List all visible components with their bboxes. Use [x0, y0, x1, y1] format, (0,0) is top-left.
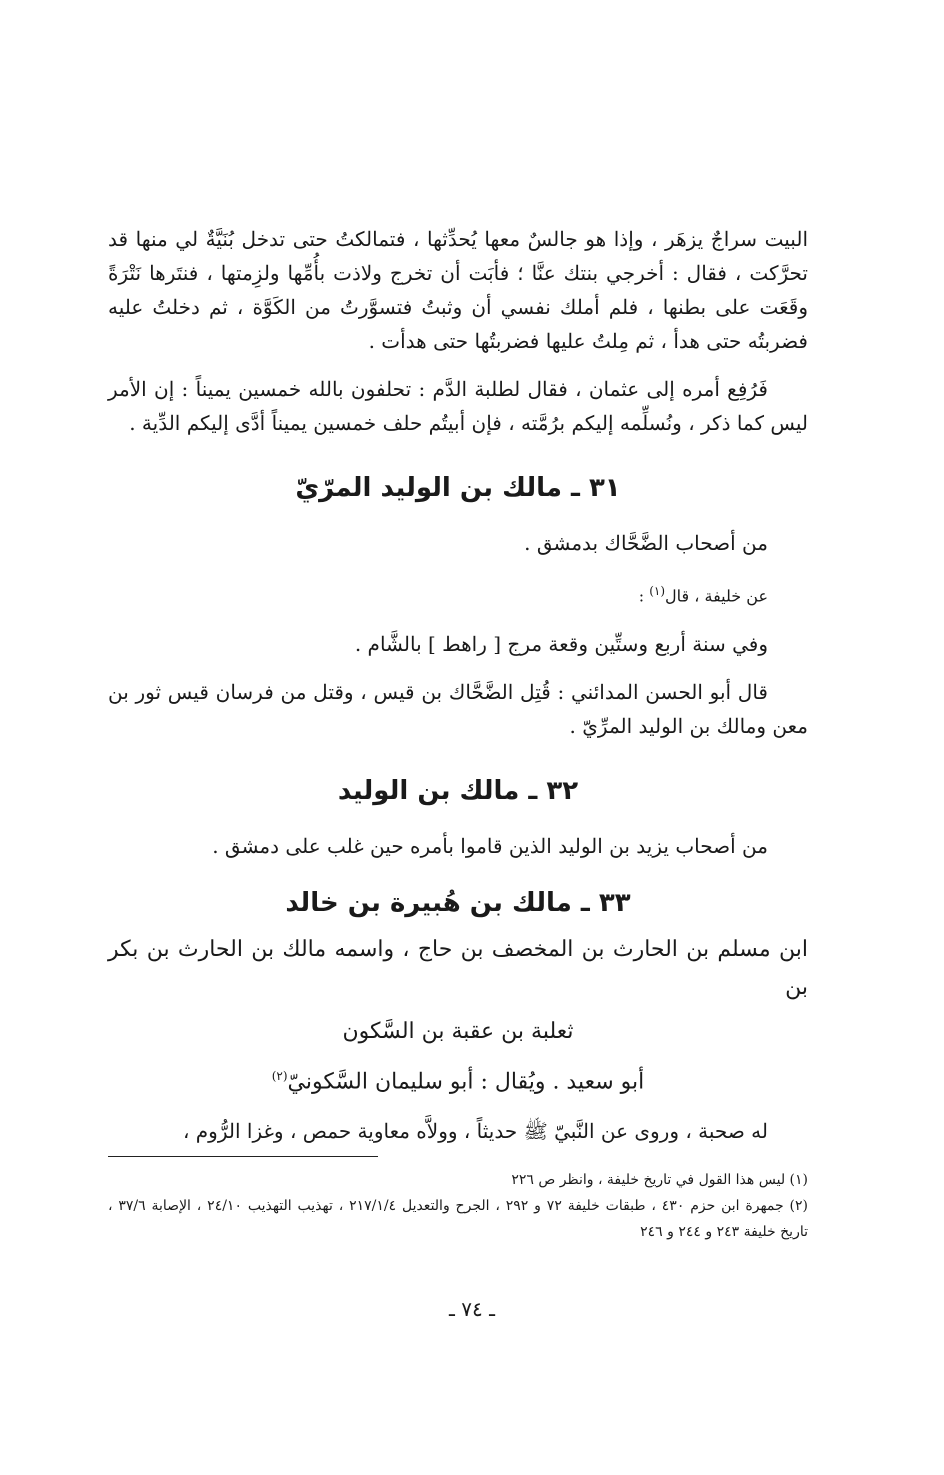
section-32-paragraph-1: من أصحاب يزيد بن الوليد الذين قاموا بأمره حين غلب على دمشق . — [212, 834, 768, 859]
section-33-kunya-text: أبو سعيد . ويُقال : أبو سليمان السَّكونيّ — [287, 1069, 645, 1095]
section-31-paragraph-1: من أصحاب الضَّحَّاك بدمشق . — [524, 531, 768, 555]
section-32-heading: ٣٢ ـ مالك بن الوليد — [337, 776, 579, 807]
footnote-divider — [108, 1156, 378, 1157]
footnote-ref-1: (١) — [649, 584, 666, 598]
section-31-p2-tail: : — [638, 586, 650, 606]
section-33-kunya — [108, 1057, 808, 1101]
page-content — [108, 222, 808, 1245]
section-31-p2-text: عن خليفة ، قال — [665, 586, 768, 606]
section-31-paragraph-3: وفي سنة أربع وستِّين وقعة مرج [ راهط ] بالشَّام . — [354, 632, 768, 657]
footnote-2: (٢) جمهرة ابن حزم ٤٣٠ ، طبقات خليفة ٧٢ و ٢٩٢ ، الجرح والتعديل ٢١٧/١/٤ ، تهذيب التهذيب ٢٤/١٠ ، الإصابة ٣٧/٦ ، تاريخ خليفة ٢٤٣ و ٢٤٤ و ٢٤٦ — [108, 1197, 808, 1240]
section-31-paragraph-2 — [108, 574, 808, 613]
section-33-lineage-1: ابن مسلم بن الحارث بن المخصف بن حاج ، واسمه مالك بن الحارث بن بكر بن — [108, 937, 808, 1001]
page-number: ـ ٧٤ ـ — [449, 1297, 495, 1321]
body-paragraph-2: فَرُفِع أمره إلى عثمان ، فقال لطلبة الدَّم : تحلفون بالله خمسين يميناً : إن الأمر ليس كما ذكر ، ونُسلِّمه إليكم برُمَّته ، فإن أبيتُم حلف خمسين يميناً أدَّى إليكم الدِّية . — [108, 377, 808, 435]
body-paragraph-1: البيت سراجٌ يزهَر ، وإذا هو جالسٌ معها يُحدِّثها ، فتمالكتُ حتى تدخل بُنَيَّةٌ لي منها قد تحرَّكت ، فقال : أخرجي بنتك عنَّا ؛ فأبَت أن تخرج ولاذت بأُمِّها ولزِمتها ، فنتَرها نَتْرَةً وقَعَت على بطنها ، فلم أملك نفسي أن وثبتُ فتسوَّرتُ من الكَوَّة ، ثم دخلتُ عليه فضربتُه حتى هدأ ، ثم مِلتُ عليها فضربتُها حتى هدأت . — [108, 227, 808, 353]
section-33-paragraph-1: له صحبة ، وروى عن النَّبيّ ﷺ حديثاً ، وولاَّه معاوية حمص ، وغزا الرُّوم ، — [182, 1118, 768, 1143]
section-31-heading: ٣١ ـ مالك بن الوليد المرّيّ — [295, 473, 621, 503]
footnote-ref-2: (٢) — [271, 1069, 288, 1084]
section-33-heading: ٣٣ ـ مالك بن هُبيرة بن خالد — [285, 888, 631, 919]
footnote-1: (١) ليس هذا القول في تاريخ خليفة ، وانظر ص ٢٢٦ — [511, 1171, 808, 1188]
section-33-lineage-2: ثعلبة بن عقبة بن السَّكون — [342, 1019, 574, 1045]
section-31-paragraph-4: قال أبو الحسن المدائني : قُتِل الضَّحَّاك بن قيس ، وقتل من فرسان قيس ثور بن معن ومالك بن الوليد المرِّيّ . — [108, 680, 808, 739]
